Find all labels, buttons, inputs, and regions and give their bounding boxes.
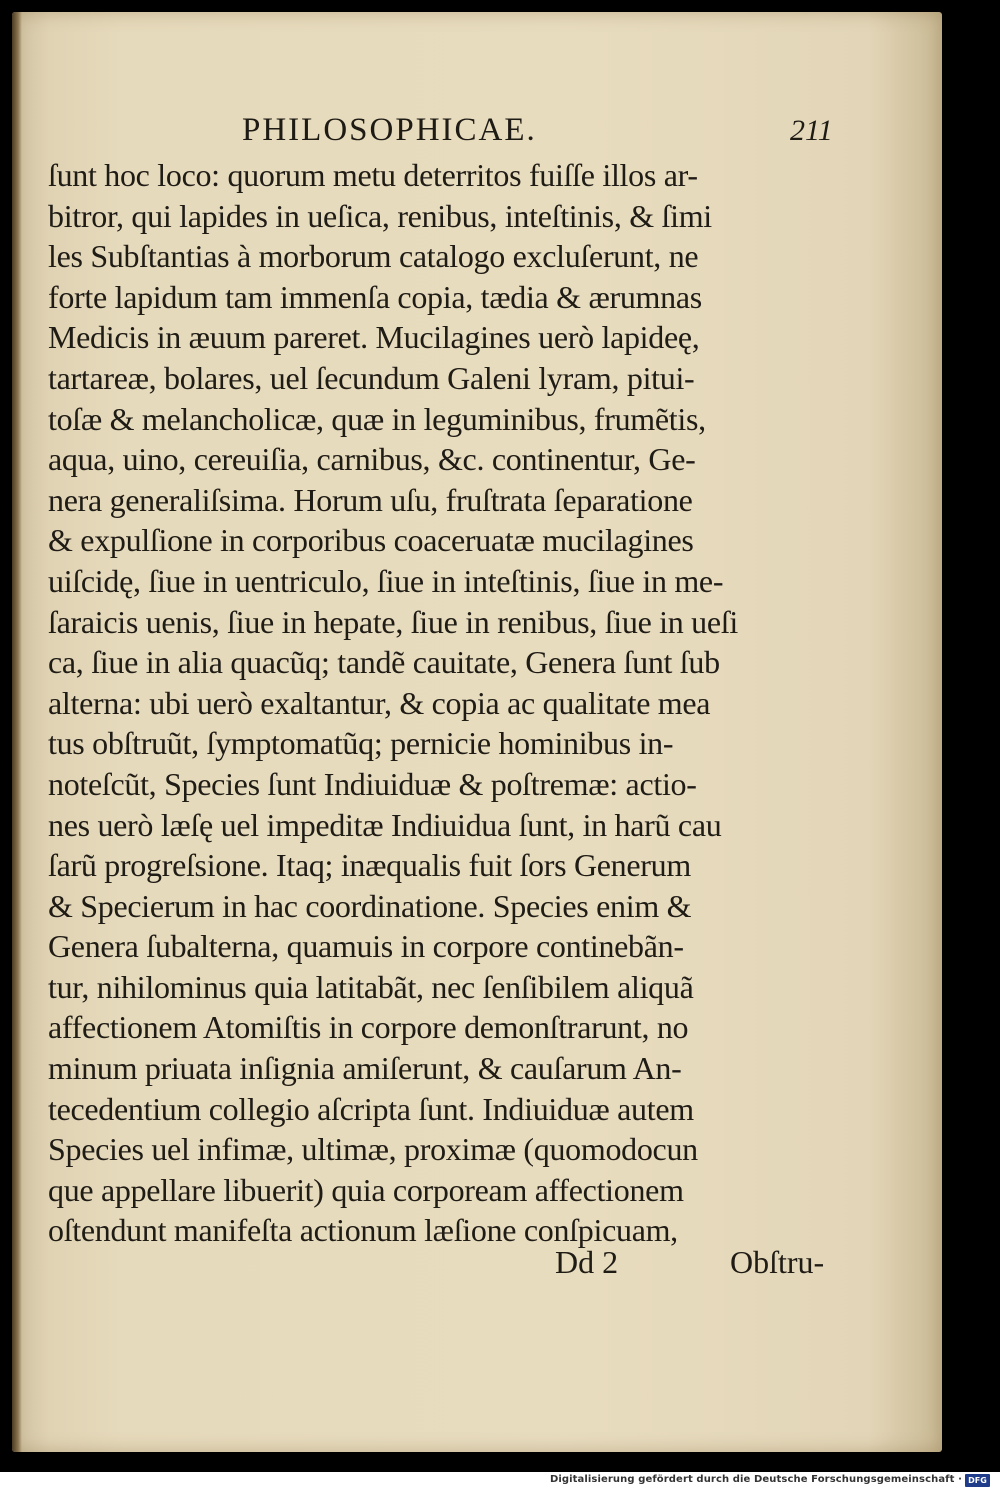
text-line: toſæ & melancholicæ, quæ in leguminibus, frumẽtis, (48, 400, 706, 437)
text-line: ſaraicis uenis, ſiue in hepate, ſiue in renibus, ſiue in ueſi (48, 603, 738, 640)
text-line: tartareæ, bolares, uel ſecundum Galeni lyram, pitui- (48, 359, 695, 396)
page-number: 211 (790, 114, 833, 147)
signature-mark: Dd 2 (555, 1244, 619, 1280)
text-line: bitror, qui lapides in ueſica, renibus, inteſtinis, & ſimi (48, 197, 712, 234)
text-line: ſunt hoc loco: quorum metu deterritos fuiſſe illos ar- (48, 157, 698, 193)
text-line: Species uel infimæ, ultimæ, proximæ (quomodocun (48, 1131, 698, 1168)
text-line: forte lapidum tam immenſa copia, tædia & ærumnas (48, 278, 702, 315)
catchword: Obſtru- (730, 1244, 825, 1280)
text-line: les Subſtantias à morborum catalogo excluſerunt, ne (48, 238, 699, 275)
text-line: tus obſtruũt, ſymptomatũq; pernicie hominibus in- (48, 725, 674, 762)
dfg-logo: DFG (965, 1474, 990, 1487)
text-line: Medicis in æuum pareret. Mucilagines uerò lapideę, (48, 319, 700, 356)
text-line: oſtendunt manifeſta actionum læſione conſpicuam, (48, 1212, 678, 1249)
page-spine-shadow (12, 12, 22, 1452)
text-line: nera generaliſsima. Horum uſu, fruſtrata ſeparatione (48, 481, 693, 518)
text-line: nes uerò læſę uel impeditæ Indiuidua ſunt, in harũ cau (48, 806, 722, 843)
text-line: que appellare libuerit) quia corpoream affectionem (48, 1171, 684, 1208)
text-line: & Specierum in hac coordinatione. Species enim & (48, 887, 692, 924)
text-line: ſarũ progreſsione. Itaq; inæqualis fuit ſors Generum (48, 847, 691, 884)
body-text (48, 155, 838, 1251)
text-line: tecedentium collegio aſcripta ſunt. Indiuiduæ autem (48, 1090, 694, 1127)
text-line: alterna: ubi uerò exaltantur, & copia ac qualitate mea (48, 684, 711, 721)
page-header (12, 112, 942, 152)
text-line: aqua, uino, cereuiſia, carnibus, &c. continentur, Ge- (48, 441, 696, 478)
text-line: uiſcidę, ſiue in uentriculo, ſiue in inteſtinis, ſiue in me- (48, 562, 724, 599)
funding-credit: Digitalisierung gefördert durch die Deutsche Forschungsgemeinschaft · (549, 1474, 962, 1485)
book-page (12, 12, 942, 1452)
text-line: & expulſione in corporibus coaceruatæ mucilagines (48, 522, 694, 559)
text-line: ca, ſiue in alia quacũq; tandẽ cauitate, Genera ſunt ſub (48, 644, 720, 681)
text-line: affectionem Atomiſtis in corpore demonſtrarunt, no (48, 1009, 689, 1046)
text-line: minum priuata inſignia amiſerunt, & cauſarum An- (48, 1050, 682, 1087)
text-line: Genera ſubalterna, quamuis in corpore continebãn- (48, 928, 684, 965)
text-line: tur, nihilominus quia latitabãt, nec ſenſibilem aliquã (48, 968, 694, 1005)
text-line: noteſcũt, Species ſunt Indiuiduæ & poſtremæ: actio- (48, 765, 697, 802)
running-title: PHILOSOPHICAE. (242, 112, 537, 148)
